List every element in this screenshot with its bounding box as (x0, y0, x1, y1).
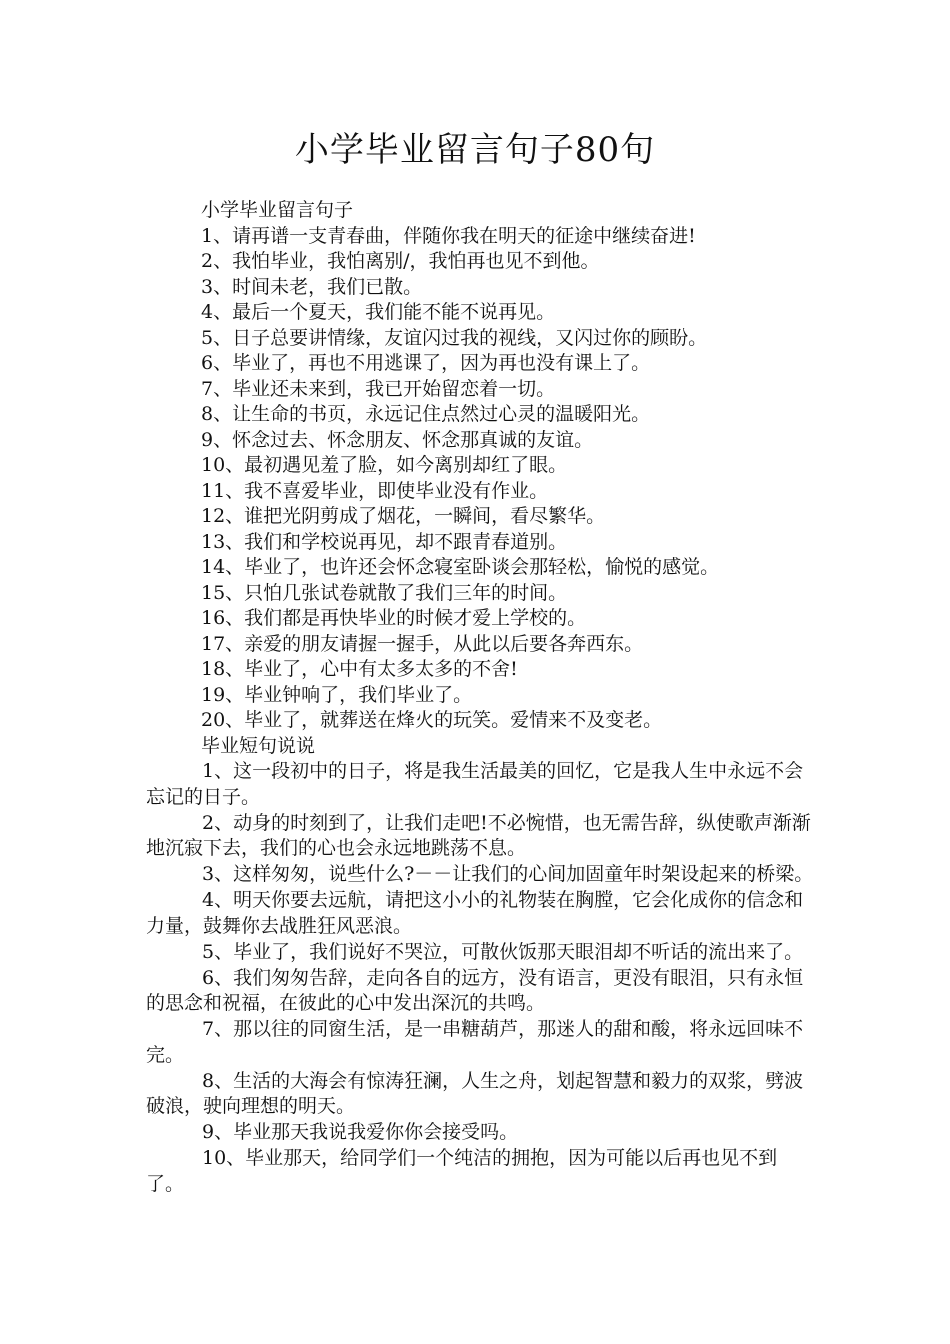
list-item: 8、让生命的书页，永远记住点然过心灵的温暖阳光。 (201, 403, 651, 425)
paragraph: 5、毕业了，我们说好不哭泣，可散伙饭那天眼泪却不听话的流出来了。 (202, 940, 804, 963)
document-title: 小学毕业留言句子80句 (294, 130, 656, 170)
paragraph: 8、生活的大海会有惊涛狂澜，人生之舟，划起智慧和毅力的双浆，劈波破浪，驶向理想的明天。 (146, 1069, 804, 1117)
list-item: 20、毕业了，就葬送在烽火的玩笑。爱情来不及变老。 (201, 709, 663, 731)
list-item: 5、日子总要讲情缘，友谊闪过我的视线，又闪过你的顾盼。 (201, 326, 708, 349)
list-item: 3、时间未老，我们已散。 (201, 275, 423, 298)
paragraph: 9、毕业那天我说我爱你你会接受吗。 (202, 1121, 519, 1143)
list-item: 18、毕业了，心中有太多太多的不舍! (201, 658, 518, 680)
paragraph: 3、这样匆匆，说些什么?－－让我们的心间加固童年时架设起来的桥梁。 (202, 863, 814, 885)
paragraph: 2、动身的时刻到了，让我们走吧!不必惋惜，也无需告辞，纵使歌声渐渐地沉寂下去，我们的心也会永远地跳荡不息。 (146, 811, 811, 859)
paragraph: 4、明天你要去远航，请把这小小的礼物装在胸膛，它会化成你的信念和力量，鼓舞你去战胜狂风恶浪。 (146, 889, 804, 937)
list-item: 11、我不喜爱毕业，即使毕业没有作业。 (201, 479, 549, 502)
section-heading: 小学毕业留言句子 (201, 199, 354, 221)
list-item: 19、毕业钟响了，我们毕业了。 (201, 683, 473, 706)
paragraph: 6、我们匆匆告辞，走向各自的远方，没有语言，更没有眼泪，只有永恒的思念和祝福，在彼此的心中发出深沉的共鸣。 (146, 966, 804, 1014)
list-item: 9、怀念过去、怀念朋友、怀念那真诚的友谊。 (201, 428, 594, 451)
paragraph: 7、那以往的同窗生活，是一串糖葫芦，那迷人的甜和酸，将永远回味不完。 (146, 1018, 804, 1066)
list-item: 14、毕业了，也许还会怀念寝室卧谈会那轻松，愉悦的感觉。 (201, 556, 720, 578)
list-item: 2、我怕毕业，我怕离别/，我怕再也见不到他。 (201, 250, 600, 272)
section-heading: 毕业短句说说 (201, 734, 316, 757)
paragraph: 1、这一段初中的日子，将是我生活最美的回忆，它是我人生中永远不会忘记的日子。 (146, 760, 804, 808)
document-body (146, 198, 814, 1198)
list-item: 15、只怕几张试卷就散了我们三年的时间。 (201, 581, 568, 604)
list-item: 1、请再谱一支青春曲，伴随你我在明天的征途中继续奋进! (201, 224, 696, 247)
list-item: 6、毕业了，再也不用逃课了，因为再也没有课上了。 (201, 352, 651, 374)
list-item: 4、最后一个夏天，我们能不能不说再见。 (201, 301, 556, 323)
list-item: 7、毕业还未来到，我已开始留恋着一切。 (201, 377, 556, 400)
list-item: 10、最初遇见羞了脸，如今离别却红了眼。 (201, 454, 568, 476)
list-item: 12、谁把光阴剪成了烟花，一瞬间，看尽繁华。 (201, 505, 606, 527)
list-item: 16、我们都是再快毕业的时候才爱上学校的。 (201, 607, 587, 629)
list-item: 17、亲爱的朋友请握一握手，从此以后要各奔西东。 (201, 632, 644, 655)
list-item: 13、我们和学校说再见，却不跟青春道别。 (201, 530, 568, 553)
paragraph: 10、毕业那天，给同学们一个纯洁的拥抱，因为可能以后再也见不到了。 (146, 1147, 778, 1195)
